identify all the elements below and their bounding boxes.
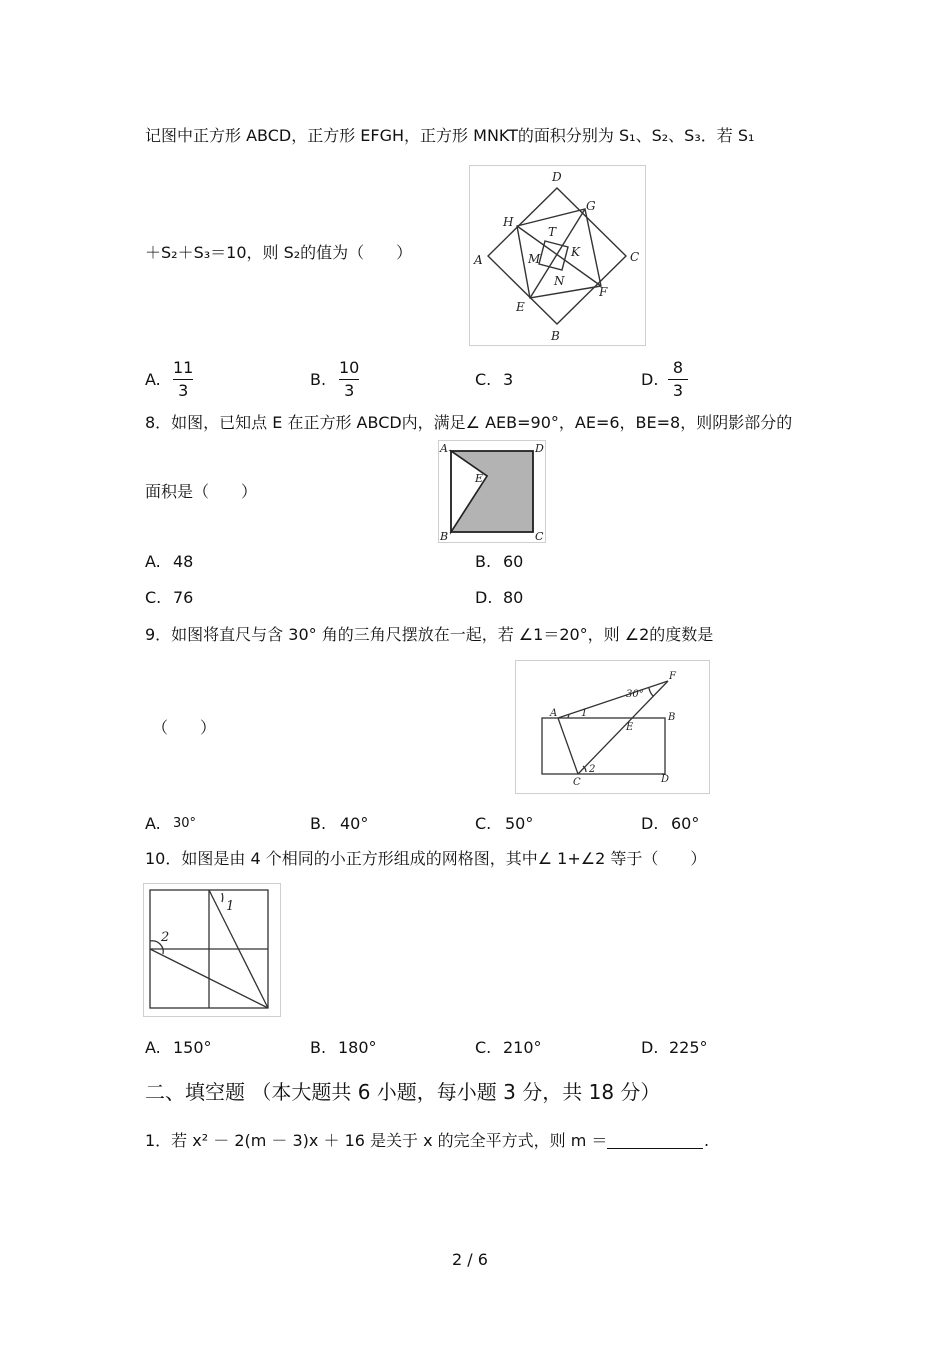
label-A: A (550, 708, 558, 719)
label-D: D (535, 442, 544, 455)
numerator: 8 (672, 358, 684, 377)
q9-line1: 9．如图将直尺与含 30° 角的三角尺摆放在一起，若 ∠1＝20°，则 ∠2的度数是 (145, 625, 714, 644)
q8-option-d-letter: D. (475, 588, 493, 607)
q7-option-a-letter: A. (145, 370, 161, 389)
q7-option-a-fraction (173, 358, 193, 401)
label-A: A (474, 253, 483, 267)
label-F: F (669, 671, 676, 682)
label-T: T (548, 225, 557, 239)
q10-option-b-value: 180° (338, 1038, 377, 1057)
label-N: N (554, 274, 565, 288)
label-C: C (630, 250, 640, 264)
label-G: G (586, 199, 596, 213)
denominator: 3 (672, 381, 684, 400)
label-30-degree: 30° (626, 689, 644, 700)
label-E: E (516, 300, 525, 314)
q9-option-a-letter: A. (145, 814, 161, 833)
label-F: F (599, 285, 608, 299)
q8-figure (438, 440, 546, 543)
label-D: D (552, 170, 562, 184)
label-angle-2: 2 (161, 930, 170, 945)
q10-option-d-value: 225° (669, 1038, 708, 1057)
q10-option-a-letter: A. (145, 1038, 161, 1057)
label-B: B (551, 329, 560, 343)
q7-option-d-letter: D. (641, 370, 659, 389)
label-C: C (573, 777, 581, 788)
q10-option-b-letter: B. (310, 1038, 327, 1057)
label-H: H (503, 215, 514, 229)
label-angle-1: 1 (226, 899, 235, 914)
q9-option-b-letter: B. (310, 814, 327, 833)
q8-option-a-value: 48 (173, 552, 194, 571)
q10-option-a-value: 150° (173, 1038, 212, 1057)
numerator: 10 (339, 358, 360, 377)
q8-option-b-value: 60 (503, 552, 524, 571)
label-B: B (668, 712, 676, 723)
q10-option-c-letter: C. (475, 1038, 492, 1057)
label-K: K (571, 245, 580, 259)
denominator: 3 (344, 381, 355, 400)
q7-option-b-fraction (339, 358, 359, 401)
q8-option-c-letter: C. (145, 588, 162, 607)
label-E: E (626, 722, 634, 733)
q9-option-d-value: 60° (671, 814, 700, 833)
numerator: 11 (173, 358, 194, 377)
q8-option-a-letter: A. (145, 552, 161, 571)
label-B: B (440, 530, 449, 542)
q7-option-c-letter: C. (475, 370, 492, 389)
label-angle-2: 2 (589, 764, 596, 775)
q9-line2: （ ） (152, 718, 217, 737)
q8-option-b-letter: B. (475, 552, 492, 571)
fill1-answer-blank (607, 1148, 703, 1149)
q7-option-d-fraction (668, 358, 688, 401)
q10-option-d-letter: D. (641, 1038, 659, 1057)
q8-line1: 8．如图，已知点 E 在正方形 ABCD内，满足∠ AEB=90°，AE=6，BE=8，则阴影部分的 (145, 413, 793, 432)
label-angle-1: 1 (581, 708, 588, 719)
q10-option-c-value: 210° (503, 1038, 542, 1057)
label-M: M (528, 252, 541, 266)
q9-option-a-value: 30° (173, 816, 197, 831)
q9-figure (515, 660, 710, 794)
q7-figure (469, 165, 646, 346)
fill1-period: . (704, 1131, 710, 1150)
q10-line1: 10．如图是由 4 个相同的小正方形组成的网格图，其中∠ 1+∠2 等于（ ） (145, 849, 707, 868)
q8-option-d-value: 80 (503, 588, 524, 607)
q9-option-b-value: 40° (340, 814, 369, 833)
q10-figure (143, 883, 281, 1017)
q7-line1: 记图中正方形 ABCD，正方形 EFGH，正方形 MNKT的面积分别为 S₁、S₂、S₃．若 S₁ (145, 126, 755, 145)
label-E: E (475, 472, 484, 485)
q7-option-c-value: 3 (503, 370, 514, 389)
q7-line2: ＋S₂＋S₃＝10，则 S₂的值为（ ） (145, 243, 413, 262)
q9-option-c-letter: C. (475, 814, 492, 833)
label-C: C (535, 530, 544, 542)
section-2-title: 二、填空题 （本大题共 6 小题，每小题 3 分，共 18 分） (145, 1080, 661, 1104)
q8-option-c-value: 76 (173, 588, 194, 607)
denominator: 3 (178, 381, 189, 400)
page-number: 2 / 6 (452, 1250, 488, 1269)
q9-option-d-letter: D. (641, 814, 659, 833)
q8-line2: 面积是（ ） (145, 482, 258, 501)
fill1-text: 1．若 x² － 2(m － 3)x ＋ 16 是关于 x 的完全平方式，则 m ＝ (145, 1131, 608, 1150)
label-D: D (661, 774, 670, 785)
label-A: A (440, 442, 448, 455)
q7-option-b-letter: B. (310, 370, 327, 389)
q9-option-c-value: 50° (505, 814, 534, 833)
